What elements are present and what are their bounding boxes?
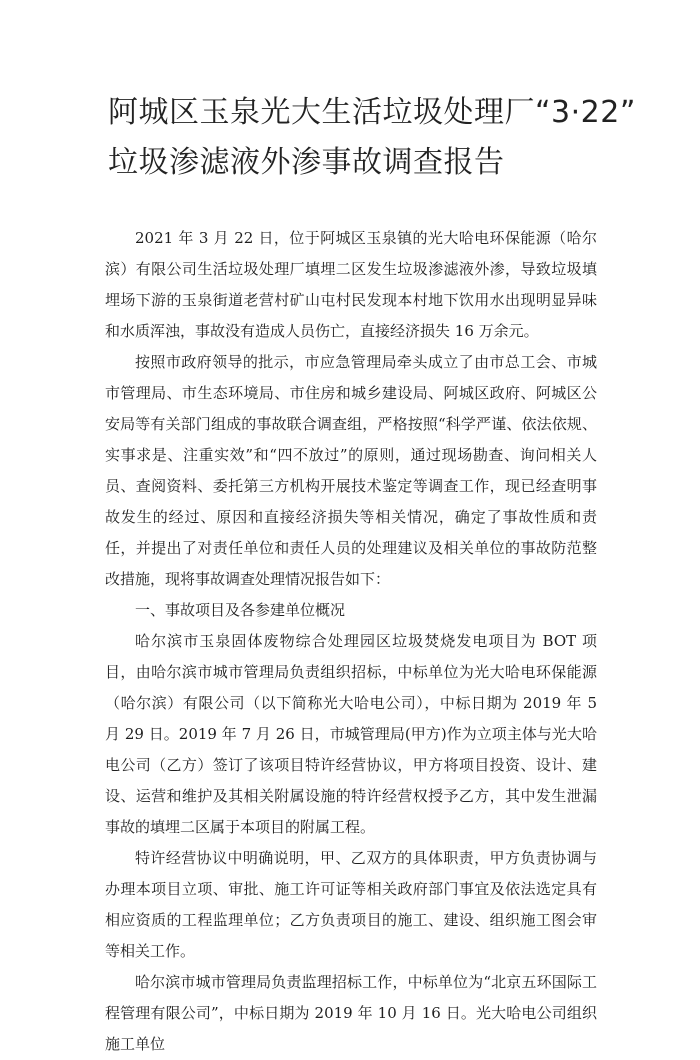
- paragraph-investigation-overview: 按照市政府领导的批示，市应急管理局牵头成立了由市总工会、市城市管理局、市生态环境局、市住房和城乡建设局、阿城区政府、阿城区公安局等有关部门组成的事故联合调查组，严格按照“科学严谨、依法依规、实事求是、注重实效”和“四不放过”的原则，通过现场勘查、询问相关人员、查阅资料、委托第三方机构开展技术鉴定等调查工作，现已经查明事故发生的经过、原因和直接经济损失等相关情况，确定了事故性质和责任，并提出了对责任单位和责任人员的处理建议及相关单位的事故防范整改措施，现将事故调查处理情况报告如下：: [105, 353, 597, 588]
- document-title: [108, 88, 636, 188]
- section-heading-project-overview: 一、事故项目及各参建单位概况: [135, 601, 346, 619]
- title-line-2: 垃圾渗滤液外渗事故调查报告: [108, 145, 505, 180]
- paragraph-franchise-agreement: 特许经营协议中明确说明，甲、乙双方的具体职责，甲方负责协调与办理本项目立项、审批、施工许可证等相关政府部门事宜及依法选定具有相应资质的工程监理单位；乙方负责项目的施工、建设、组织施工图会审等相关工作。: [105, 849, 597, 960]
- title-line-1: 阿城区玉泉光大生活垃圾处理厂“3·22”: [108, 95, 636, 130]
- paragraph-supervision-bidding: 哈尔滨市城市管理局负责监理招标工作，中标单位为“北京五环国际工程管理有限公司”，中标日期为 2019 年 10 月 16 日。光大哈电公司组织施工单位: [105, 973, 597, 1053]
- paragraph-incident-summary: 2021 年 3 月 22 日，位于阿城区玉泉镇的光大哈电环保能源（哈尔滨）有限公司生活垃圾处理厂填埋二区发生垃圾渗滤液外渗，导致垃圾填埋场下游的玉泉街道老营村矿山屯村民发现本村地下饮用水出现明显异味和水质浑浊，事故没有造成人员伤亡，直接经济损失 16 万余元。: [105, 229, 597, 340]
- paragraph-project-bidding: 哈尔滨市玉泉固体废物综合处理园区垃圾焚烧发电项目为 BOT 项目，由哈尔滨市城市管理局负责组织招标，中标单位为光大哈电环保能源（哈尔滨）有限公司（以下简称光大哈电公司），中标日期为 2019 年 5 月 29 日。2019 年 7 月 26 日，市城管理局(甲方)作为立项主体与光大哈电公司（乙方）签订了该项目特许经营协议，甲方将项目投资、设计、建设、运营和维护及其相关附属设施的特许经营权授予乙方，其中发生泄漏事故的填埋二区属于本项目的附属工程。: [105, 632, 597, 836]
- document-body: [105, 223, 597, 1060]
